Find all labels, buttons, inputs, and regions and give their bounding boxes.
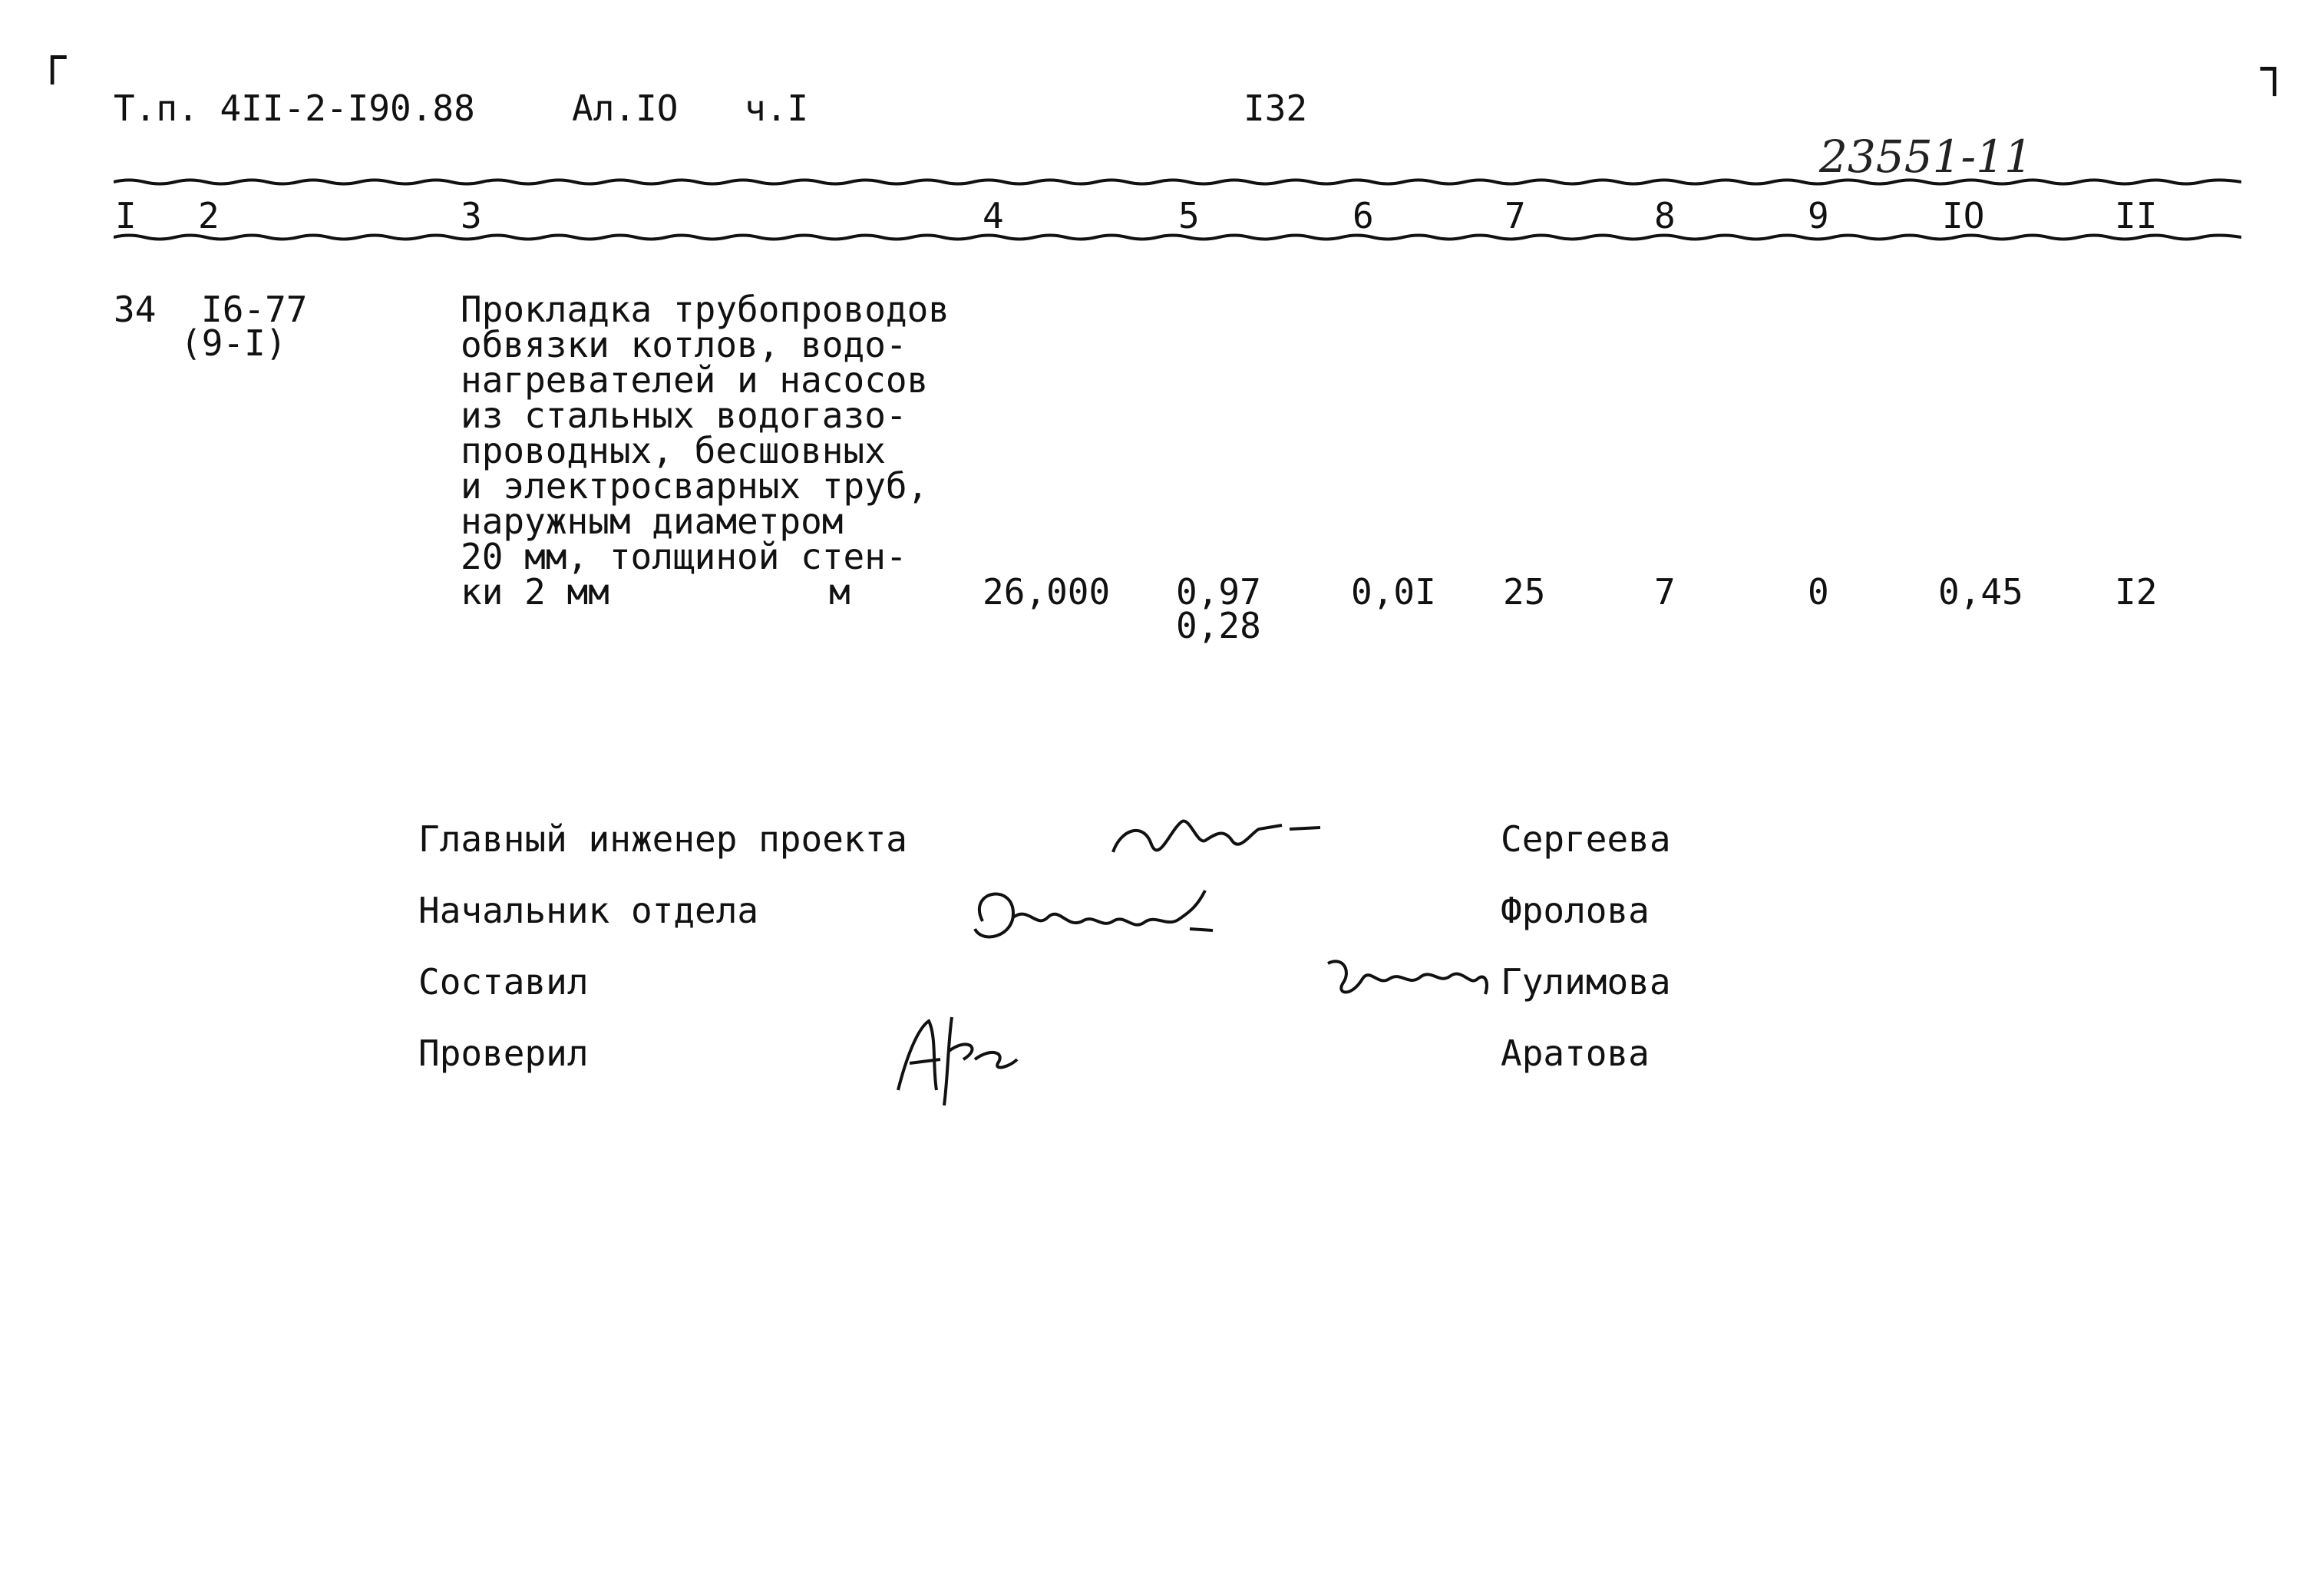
description-line: нагревателей и насосов — [461, 359, 929, 401]
handwritten-signature-chief-engineer — [1098, 798, 1343, 875]
col-header-2: 2 — [198, 195, 220, 236]
part-label: ч.I — [745, 88, 809, 129]
row-col9: 0 — [1808, 571, 1829, 613]
description-line: из стальных водогазо- — [461, 395, 907, 436]
handwritten-signature-department-head — [959, 875, 1251, 960]
description-line: Прокладка трубопроводов — [461, 289, 950, 330]
col-header-5: 5 — [1178, 195, 1200, 236]
col-header-6: 6 — [1353, 195, 1374, 236]
row-unit: м — [829, 571, 850, 613]
row-code: I6-77 — [201, 289, 308, 330]
row-col5-sub: 0,28 — [1176, 605, 1261, 646]
row-number: 34 — [114, 289, 157, 330]
row-col6: 0,0I — [1351, 571, 1436, 613]
col-header-1: I — [115, 195, 137, 236]
signature-role: Начальник отдела — [418, 890, 759, 931]
signature-name: Фролова — [1501, 890, 1650, 931]
corner-mark-top-left: ┌ — [38, 31, 67, 84]
signature-name: Гулимова — [1501, 961, 1671, 1003]
corner-mark-top-right: ┐ — [2261, 42, 2289, 96]
description-line: обвязки котлов, водо- — [461, 324, 907, 365]
description-line: ки 2 мм — [461, 571, 609, 613]
row-col4: 26,000 — [983, 571, 1111, 613]
header-rule-top — [114, 177, 2241, 187]
col-header-11: II — [2115, 195, 2158, 236]
row-col11: I2 — [2115, 571, 2158, 613]
row-col7: 25 — [1503, 571, 1546, 613]
signature-role: Составил — [418, 961, 589, 1003]
signature-name: Сергеева — [1501, 818, 1671, 860]
description-line: наружным диаметром — [461, 501, 844, 542]
handwritten-signature-checker — [883, 1006, 1052, 1113]
header-rule-bottom — [114, 232, 2241, 243]
signature-role: Главный инженер проекта — [418, 818, 907, 860]
signature-name: Аратова — [1501, 1033, 1650, 1074]
archive-number: 23551-11 — [1819, 131, 2033, 183]
description-line: 20 мм, толщиной стен- — [461, 536, 907, 577]
col-header-3: 3 — [461, 195, 482, 236]
doc-code: Т.п. 4II-2-I90.88 — [114, 88, 475, 129]
row-description — [461, 289, 950, 613]
col-header-9: 9 — [1808, 195, 1829, 236]
handwritten-signature-compiler — [1320, 940, 1497, 1009]
col-header-4: 4 — [983, 195, 1004, 236]
signature-role: Проверил — [418, 1033, 589, 1074]
description-line: проводных, бесшовных — [461, 430, 886, 471]
col-header-10: IO — [1942, 195, 1985, 236]
row-col8: 7 — [1654, 571, 1676, 613]
row-col10: 0,45 — [1938, 571, 2023, 613]
col-header-8: 8 — [1654, 195, 1676, 236]
page-number: I32 — [1244, 88, 1308, 129]
album-label: Ал.IO — [572, 88, 679, 129]
col-header-7: 7 — [1504, 195, 1526, 236]
row-col5: 0,97 — [1176, 571, 1261, 613]
description-line: и электросварных труб, — [461, 465, 929, 507]
row-code-sub: (9-I) — [180, 322, 287, 364]
